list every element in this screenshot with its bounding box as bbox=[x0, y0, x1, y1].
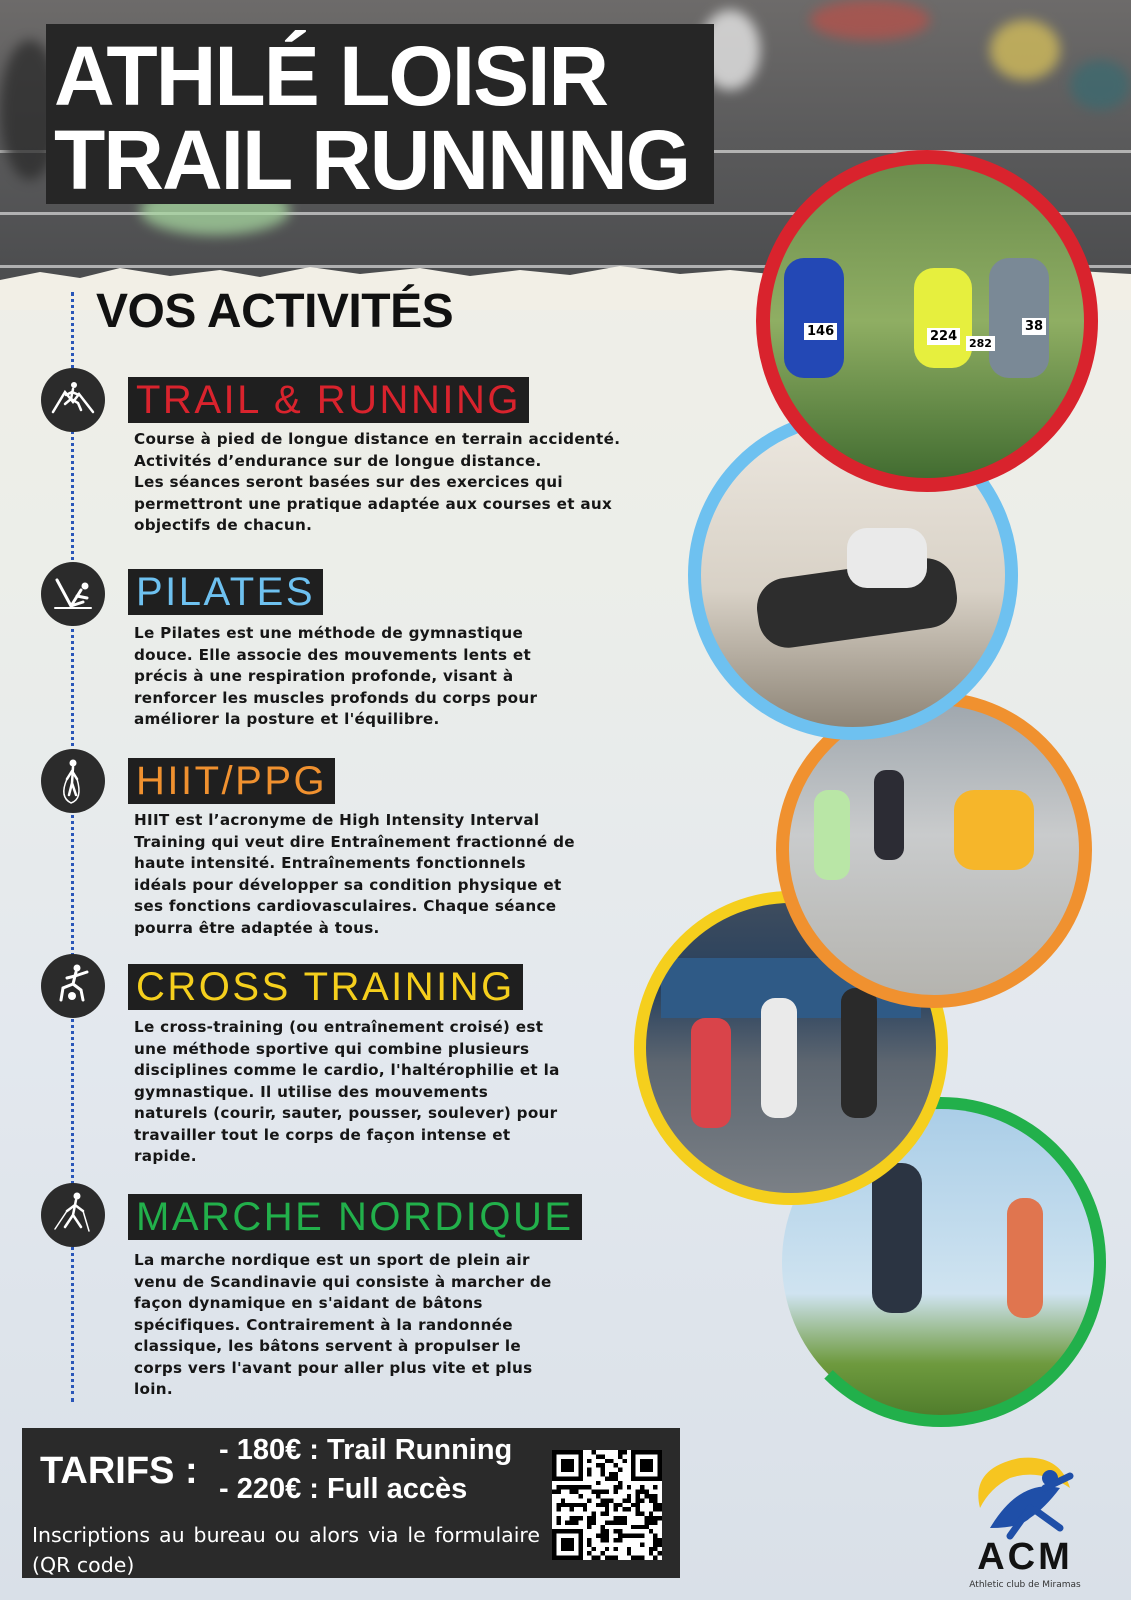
section-title-pilates: PILATES bbox=[128, 569, 323, 615]
mountain-runner-icon bbox=[41, 368, 105, 432]
section-title-marche-nordique: MARCHE NORDIQUE bbox=[128, 1194, 582, 1240]
ring-orange bbox=[776, 692, 1092, 1008]
section-body-marche-nordique: La marche nordique est un sport de plein air venu de Scandinavie qui consiste à marcher de façon dynamique en s'aidant de bâtons spécifiques. Contrairement à la randonnée classique, les bâtons servent à propulser le corps vers l'avant pour aller plus vite et plus loin. bbox=[134, 1251, 552, 1398]
section-body-cross-training: Le cross-training (ou entraînement croisé) est une méthode sportive qui combine plusieurs disciplines comme le cardio, l'haltérophilie et la gymnastique. Il utilise des mouvements naturels (courir, sauter, pousser, soulever) pour travailler tout le corps de façon intense et rapide. bbox=[134, 1018, 560, 1165]
kettlebell-squat-icon bbox=[41, 954, 105, 1018]
bib-38: 38 bbox=[1022, 318, 1046, 335]
price-trail-running: - 180€ : Trail Running bbox=[219, 1434, 513, 1466]
title-line-1: ATHLÉ LOISIR bbox=[54, 29, 608, 123]
price-full-access: - 220€ : Full accès bbox=[219, 1473, 468, 1505]
registration-note: Inscriptions au bureau ou alors via le formulaire (QR code) bbox=[32, 1523, 540, 1577]
pilates-pose-icon bbox=[41, 562, 105, 626]
bib-282: 282 bbox=[966, 336, 995, 351]
section-title-hiit: HIIT/PPG bbox=[128, 758, 335, 804]
section-title-cross-training: CROSS TRAINING bbox=[128, 964, 523, 1010]
title-line-2: TRAIL RUNNING bbox=[54, 113, 690, 207]
bib-146: 146 bbox=[804, 323, 837, 340]
section-body-pilates: Le Pilates est une méthode de gymnastique douce. Elle associe des mouvements lents et précis à une respiration profonde, visant à renforcer les muscles profonds du corps pour améliorer la posture et l'équilibre. bbox=[134, 624, 538, 728]
bib-224: 224 bbox=[927, 328, 960, 345]
acm-logo bbox=[950, 1448, 1100, 1593]
pricing-label: TARIFS : bbox=[40, 1450, 198, 1492]
nordic-walker-icon bbox=[41, 1183, 105, 1247]
acm-runner-emblem bbox=[950, 1448, 1100, 1540]
section-body-hiit: HIIT est l’acronyme de High Intensity Interval Training qui veut dire Entraînement fractionné de haute intensité. Entraînements fonctionnels idéals pour développer sa condition physique et ses fonctions cardiovasculaires. Chaque séance pourra être adaptée à tous. bbox=[134, 811, 575, 937]
pricing-box bbox=[22, 1428, 680, 1578]
logo-acronym: ACM bbox=[977, 1536, 1073, 1578]
ring-red bbox=[756, 150, 1098, 492]
section-title-trail-running: TRAIL & RUNNING bbox=[128, 377, 529, 423]
logo-subtitle: Athletic club de Miramas bbox=[969, 1580, 1081, 1590]
jump-rope-icon bbox=[41, 749, 105, 813]
title-box bbox=[46, 24, 714, 207]
qr-code[interactable] bbox=[552, 1450, 662, 1560]
section-body-trail-running: Course à pied de longue distance en terrain accidenté. Activités d’endurance sur de longue distance. Les séances seront basées sur des exercices qui permettront une pratique adaptée aux courses et aux objectifs de chacun. bbox=[134, 430, 621, 534]
activities-heading: VOS ACTIVITÉS bbox=[96, 285, 454, 338]
